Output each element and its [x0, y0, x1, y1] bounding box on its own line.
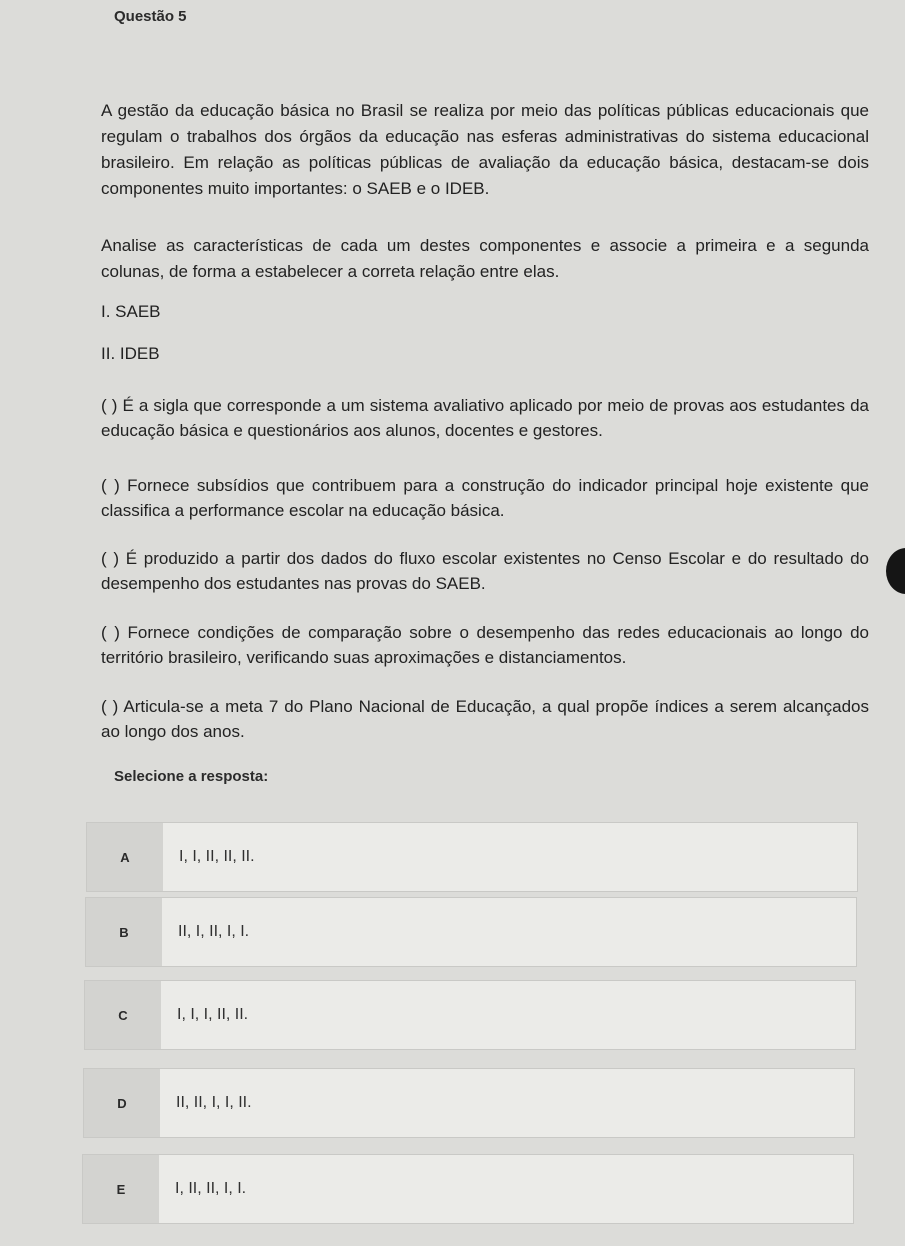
answer-option-e[interactable]	[82, 1154, 854, 1224]
answer-option-b[interactable]	[85, 897, 857, 967]
option-letter: D	[84, 1069, 160, 1137]
option-letter: E	[83, 1155, 159, 1223]
statement-5: ( ) Articula-se a meta 7 do Plano Nacional de Educação, a qual propõe índices a serem alcançados ao longo dos anos.	[101, 697, 869, 741]
option-letter: C	[85, 981, 161, 1049]
statement-4: ( ) Fornece condições de comparação sobre o desempenho das redes educacionais ao longo do território brasileiro, verificando suas aproximações e distanciamentos.	[101, 623, 869, 667]
statement-3: ( ) É produzido a partir dos dados do fluxo escolar existentes no Censo Escolar e do resultado do desempenho dos estudantes nas provas do SAEB.	[101, 549, 869, 593]
edge-shadow-blob	[886, 548, 905, 594]
statement-2: ( ) Fornece subsídios que contribuem para a construção do indicador principal hoje existente que classifica a performance escolar na educação básica.	[101, 476, 869, 520]
question-paragraph-2: Analise as características de cada um destes componentes e associe a primeira e a segunda colunas, de forma a estabelecer a correta relação entre elas.	[101, 236, 869, 281]
option-text: II, I, II, I, I.	[178, 923, 250, 940]
option-text: I, I, I, II, II.	[177, 1006, 249, 1023]
option-text: II, II, I, I, II.	[176, 1094, 252, 1111]
answer-option-c[interactable]	[84, 980, 856, 1050]
select-answer-label: Selecione a resposta:	[114, 768, 269, 785]
option-letter: B	[86, 898, 162, 966]
question-title: Questão 5	[114, 8, 187, 25]
column-item-ideb: II. IDEB	[101, 344, 160, 363]
statement-1: ( ) É a sigla que corresponde a um sistema avaliativo aplicado por meio de provas aos estudantes da educação básica e questionários aos alunos, docentes e gestores.	[101, 396, 869, 440]
option-letter: A	[87, 823, 163, 891]
option-text: I, I, II, II, II.	[179, 848, 255, 865]
question-paragraph-1: A gestão da educação básica no Brasil se realiza por meio das políticas públicas educacionais que regulam o trabalhos dos órgãos da educação nas esferas administrativas do sistema educacional brasileiro. Em relação as políticas públicas de avaliação da educação básica, destacam-se dois componentes muito importantes: o SAEB e o IDEB.	[101, 101, 869, 198]
option-text: I, II, II, I, I.	[175, 1180, 247, 1197]
column-item-saeb: I. SAEB	[101, 302, 161, 321]
answer-option-a[interactable]	[86, 822, 858, 892]
answer-option-d[interactable]	[83, 1068, 855, 1138]
